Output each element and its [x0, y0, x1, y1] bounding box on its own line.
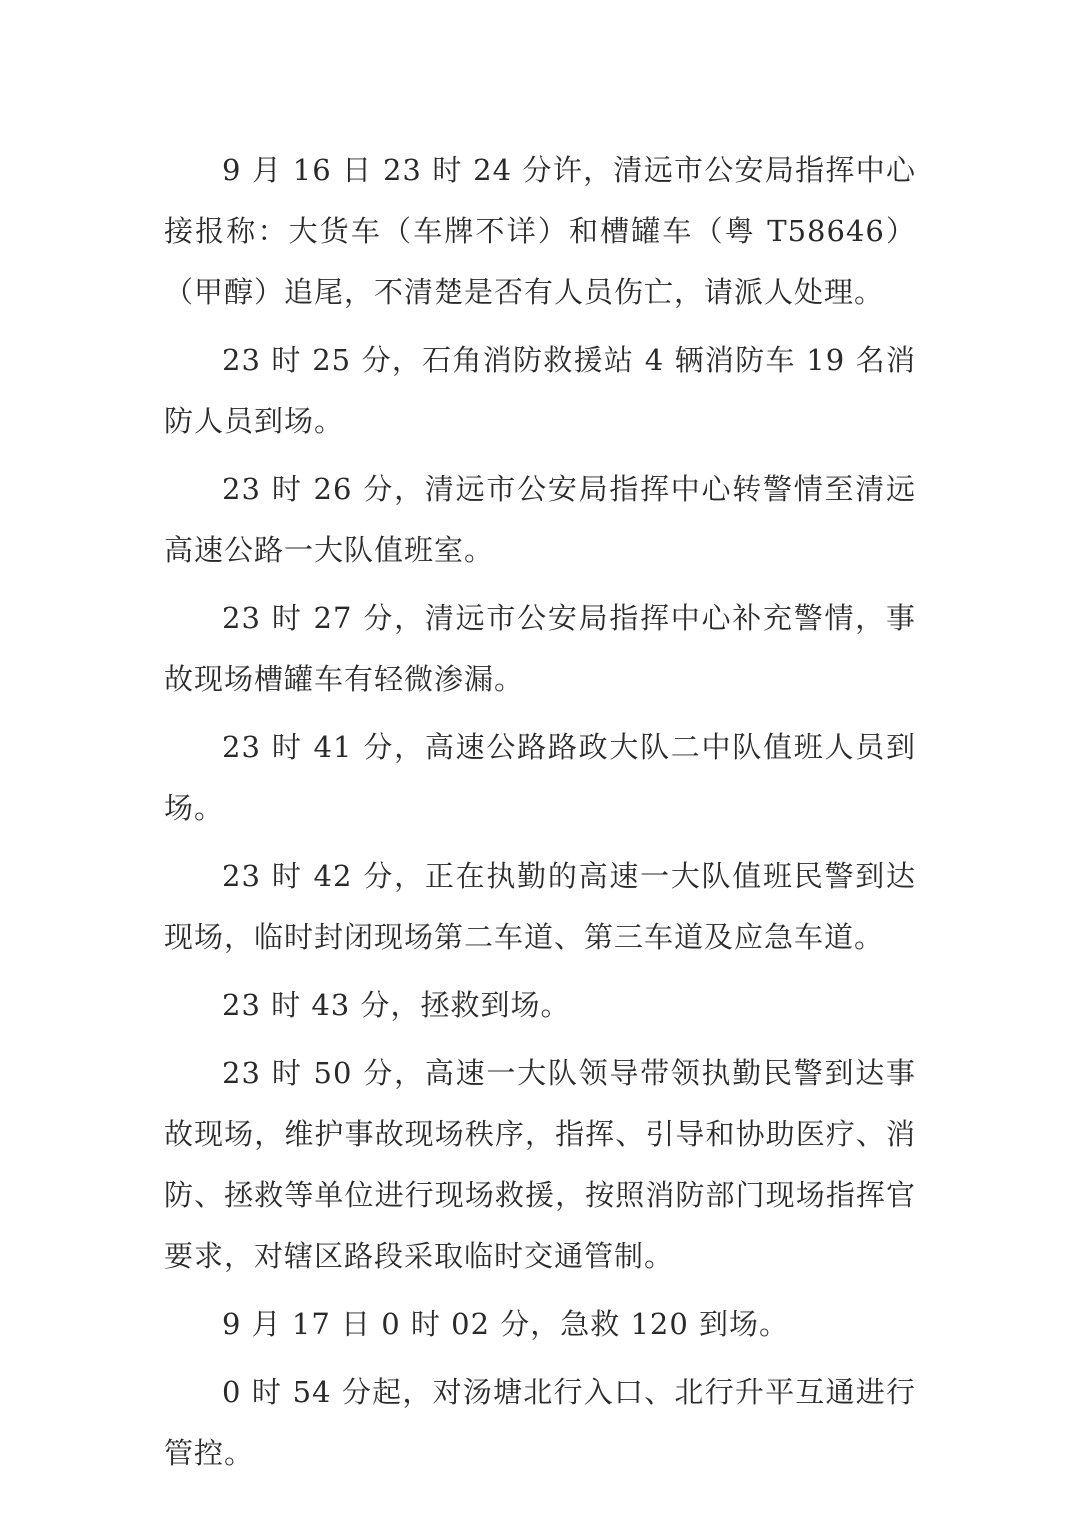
paragraph-1: 9 月 16 日 23 时 24 分许，清远市公安局指挥中心接报称：大货车（车牌不详）和槽罐车（粤 T58646）（甲醇）追尾，不清楚是否有人员伤亡，请派人处理。	[164, 153, 916, 309]
paragraph-4: 23 时 27 分，清远市公安局指挥中心补充警情，事故现场槽罐车有轻微渗漏。	[164, 601, 916, 696]
paragraph-10: 0 时 54 分起，对汤塘北行入口、北行升平互通进行管控。	[164, 1375, 916, 1470]
paragraph-3: 23 时 26 分，清远市公安局指挥中心转警情至清远高速公路一大队值班室。	[164, 472, 916, 567]
paragraph-9: 9 月 17 日 0 时 02 分，急救 120 到场。	[222, 1307, 790, 1341]
paragraph-5: 23 时 41 分，高速公路路政大队二中队值班人员到场。	[164, 730, 916, 825]
paragraph-6: 23 时 42 分，正在执勤的高速一大队值班民警到达现场，临时封闭现场第二车道、第三车道及应急车道。	[164, 859, 916, 954]
paragraph-7: 23 时 43 分，拯救到场。	[222, 988, 571, 1022]
paragraph-2: 23 时 25 分，石角消防救援站 4 辆消防车 19 名消防人员到场。	[164, 343, 916, 438]
document-body	[164, 140, 916, 1491]
paragraph-8: 23 时 50 分，高速一大队领导带领执勤民警到达事故现场，维护事故现场秩序，指挥、引导和协助医疗、消防、拯救等单位进行现场救援，按照消防部门现场指挥官要求，对辖区路段采取临时交通管制。	[164, 1056, 916, 1273]
